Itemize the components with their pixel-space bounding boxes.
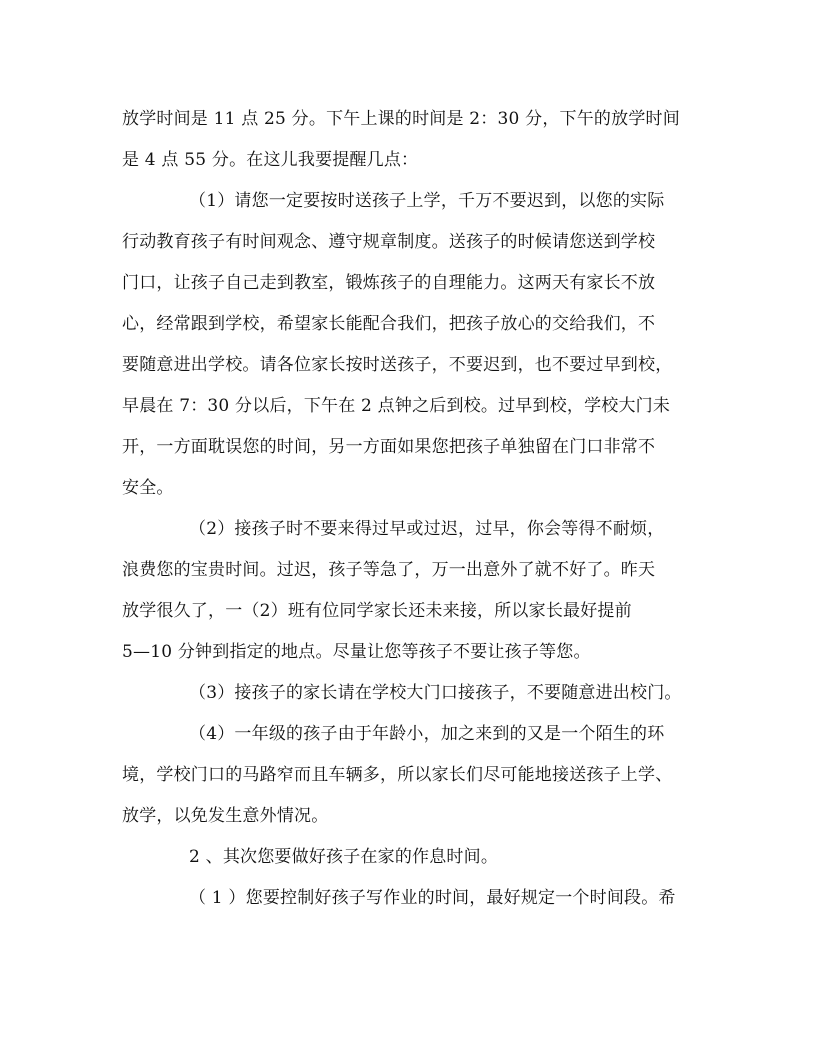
text-line-3: （1）请您一定要按时送孩子上学，千万不要迟到，以您的实际: [189, 191, 665, 211]
text-line-20: （ 1 ）您要控制好孩子写作业的时间，最好规定一个时间段。希: [189, 888, 676, 908]
text-line-2: 是 4 点 55 分。在这儿我要提醒几点：: [122, 150, 419, 170]
text-line-5: 门口，让孩子自己走到教室，锻炼孩子的自理能力。这两天有家长不放: [122, 273, 656, 293]
text-line-7: 要随意进出学校。请各位家长按时送孩子，不要迟到，也不要过早到校，: [122, 355, 673, 375]
text-line-6: 心，经常跟到学校，希望家长能配合我们，把孩子放心的交给我们，不: [122, 314, 656, 334]
text-line-11: （2）接孩子时不要来得过早或过迟，过早，你会等得不耐烦，: [189, 519, 665, 539]
text-line-15: （3）接孩子的家长请在学校大门口接孩子，不要随意进出校门。: [189, 683, 682, 703]
text-line-17: 境，学校门口的马路窄而且车辆多，所以家长们尽可能地接送孩子上学、: [122, 765, 673, 785]
text-line-14: 5—10 分钟到指定的地点。尽量让您等孩子不要让孩子等您。: [122, 642, 591, 662]
text-line-19: 2 、其次您要做好孩子在家的作息时间。: [189, 847, 499, 867]
text-line-16: （4）一年级的孩子由于年龄小，加之来到的又是一个陌生的环: [189, 724, 665, 744]
text-line-4: 行动教育孩子有时间观念、遵守规章制度。送孩子的时候请您送到学校: [122, 232, 656, 252]
text-line-1: 放学时间是 11 点 25 分。下午上课的时间是 2：30 分，下午的放学时间: [122, 109, 680, 129]
text-line-12: 浪费您的宝贵时间。过迟，孩子等急了，万一出意外了就不好了。昨天: [122, 560, 656, 580]
text-line-9: 开，一方面耽误您的时间，另一方面如果您把孩子单独留在门口非常不: [122, 437, 656, 457]
text-line-10: 安全。: [122, 478, 174, 498]
text-line-8: 早晨在 7：30 分以后，下午在 2 点钟之后到校。过早到校，学校大门未: [122, 396, 671, 416]
text-line-18: 放学，以免发生意外情况。: [122, 806, 329, 826]
text-line-13: 放学很久了，一（2）班有位同学家长还未来接，所以家长最好提前: [122, 601, 632, 621]
